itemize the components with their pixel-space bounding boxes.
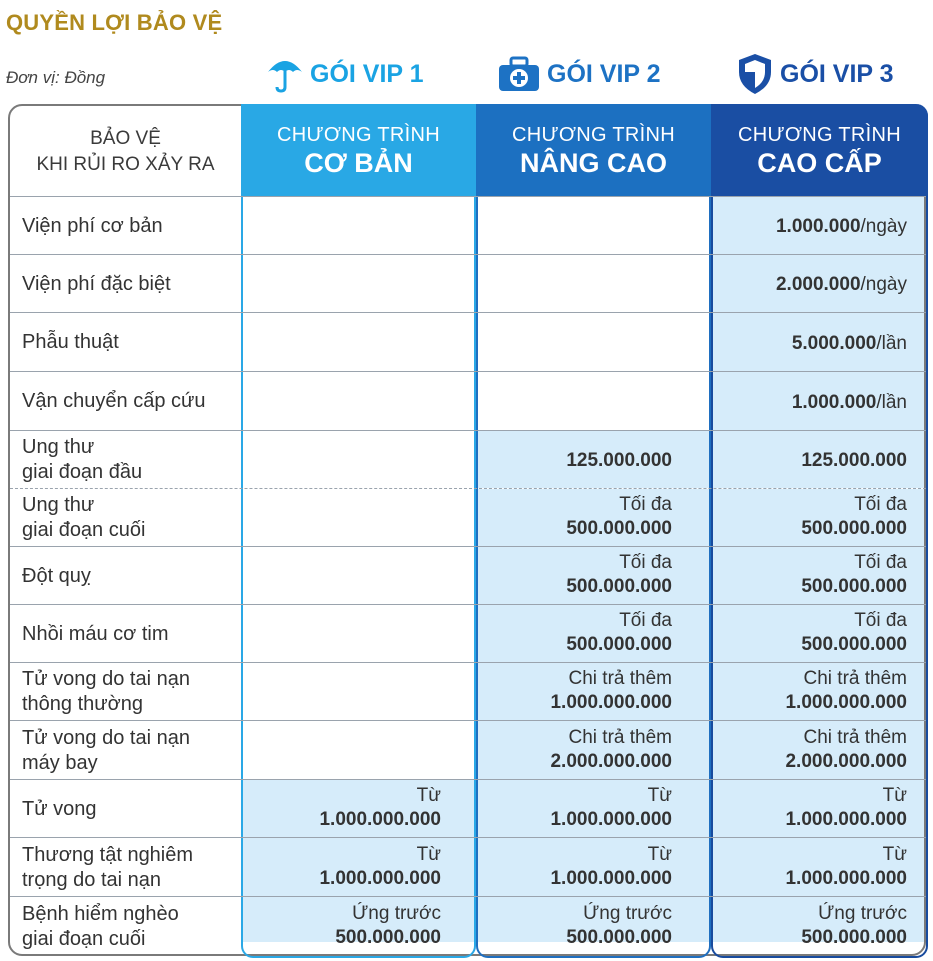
benefit-value: 1.000.000/ngày xyxy=(775,216,907,237)
benefit-value: Chi trả thêm 1.000.000.000 xyxy=(785,668,907,713)
benefit-value: Từ 1.000.000.000 xyxy=(785,785,907,830)
benefit-value: Chi trả thêm 2.000.000.000 xyxy=(550,726,672,772)
row-label: Tử vong do tai nạn thông thường xyxy=(22,668,190,715)
row-label: Viện phí đặc biệt xyxy=(22,272,171,295)
program-line1: CHƯƠNG TRÌNH xyxy=(737,124,901,146)
benefit-value: Ứng trước 500.000.000 xyxy=(335,902,441,948)
header-vip2 xyxy=(476,104,711,196)
row-label: Nhồi máu cơ tim xyxy=(22,622,169,645)
program-line1: CHƯƠNG TRÌNH xyxy=(511,124,675,146)
row-label: Viện phí cơ bản xyxy=(22,214,163,237)
benefit-value: 125.000.000 xyxy=(801,450,907,471)
package-name: GÓI VIP 2 xyxy=(547,59,661,88)
benefit-value: Ứng trước 500.000.000 xyxy=(566,902,672,948)
row-label: Vận chuyển cấp cứu xyxy=(22,390,206,412)
row-divider xyxy=(10,546,926,547)
benefit-value: 125.000.000 xyxy=(566,450,672,471)
row-label: Ung thư giai đoạn đầu xyxy=(22,436,143,483)
benefit-value: 2.000.000/ngày xyxy=(775,274,907,295)
row-divider xyxy=(10,371,926,372)
benefit-value: 5.000.000/lần xyxy=(791,332,907,354)
row-divider xyxy=(10,430,926,431)
program-line2: NÂNG CAO xyxy=(520,148,667,178)
row-divider xyxy=(10,312,926,313)
row-label: Tử vong xyxy=(22,797,97,820)
benefit-value: Từ 1.000.000.000 xyxy=(319,785,441,830)
program-line2: CAO CẤP xyxy=(757,148,882,178)
row-label: Thương tật nghiêm trọng do tai nạn xyxy=(22,843,194,891)
row-divider xyxy=(10,720,926,721)
package-title-vip1 xyxy=(266,46,423,102)
row-label: Phẫu thuật xyxy=(22,331,119,353)
row-divider xyxy=(10,779,926,780)
package-name: GÓI VIP 3 xyxy=(780,59,894,88)
benefit-value: Tối đa 500.000.000 xyxy=(801,494,907,539)
benefit-value: 1.000.000/lần xyxy=(791,391,907,413)
package-title-vip3 xyxy=(736,46,893,102)
benefit-value: Tối đa 500.000.000 xyxy=(801,610,907,655)
benefit-value: Tối đa 500.000.000 xyxy=(801,552,907,597)
benefit-value: Từ 1.000.000.000 xyxy=(550,843,672,889)
header-vip3 xyxy=(711,104,928,196)
header-vip1 xyxy=(241,104,476,196)
row-label: Ung thư giai đoạn cuối xyxy=(22,494,146,541)
medical-kit-icon xyxy=(497,54,541,94)
benefit-value: Tối đa 500.000.000 xyxy=(566,494,672,539)
program-line1: CHƯƠNG TRÌNH xyxy=(276,124,440,146)
row-label: Đột quỵ xyxy=(22,564,91,587)
header-label-line1: BẢO VỆ xyxy=(90,128,161,149)
row-label: Tử vong do tai nạn máy bay xyxy=(22,726,190,774)
row-divider xyxy=(10,662,926,663)
umbrella-icon xyxy=(266,54,304,94)
row-divider xyxy=(10,488,926,489)
benefit-value: Từ 1.000.000.000 xyxy=(319,843,441,889)
header-label xyxy=(10,104,241,196)
shield-icon xyxy=(736,52,774,96)
header-label-line2: KHI RỦI RO XẢY RA xyxy=(36,154,215,175)
benefit-value: Tối đa 500.000.000 xyxy=(566,552,672,597)
row-divider xyxy=(10,254,926,255)
page-title: QUYỀN LỢI BẢO VỆ xyxy=(6,10,223,35)
benefit-value: Từ 1.000.000.000 xyxy=(550,785,672,830)
unit-note: Đơn vị: Đồng xyxy=(6,68,106,87)
row-divider xyxy=(10,896,926,897)
package-name: GÓI VIP 1 xyxy=(310,59,424,88)
row-label: Bệnh hiểm nghèo giai đoạn cuối xyxy=(22,902,179,950)
row-divider xyxy=(10,837,926,838)
row-divider xyxy=(10,604,926,605)
benefit-value: Chi trả thêm 1.000.000.000 xyxy=(550,668,672,713)
benefit-value: Tối đa 500.000.000 xyxy=(566,610,672,655)
benefit-value: Ứng trước 500.000.000 xyxy=(801,902,907,948)
row-divider xyxy=(10,196,926,197)
package-title-vip2 xyxy=(497,46,660,102)
benefit-value: Từ 1.000.000.000 xyxy=(785,843,907,889)
benefit-value: Chi trả thêm 2.000.000.000 xyxy=(785,726,907,772)
program-line2: CƠ BẢN xyxy=(304,148,413,178)
